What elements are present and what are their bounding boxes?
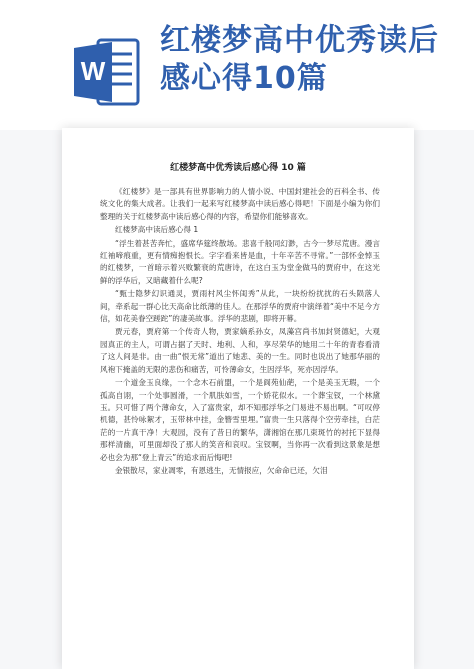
document-title: 红楼梦高中优秀读后感心得 10 篇 xyxy=(170,163,306,173)
section-heading: 红楼梦高中读后感心得 1 xyxy=(115,225,199,235)
banner-title: 红楼梦高中优秀读后感心得10篇 xyxy=(160,23,439,96)
body-paragraph: 一个道金玉良缘，一个念木石前盟，一个是阆苑仙葩，一个是美玉无瑕，一个孤高自诩，一个处事圆滑，一个肌肤如雪，一个娇花似水。一个葬宝钗，一个林黛玉。只可惜了两个薄命女，入了富贵家，却不知那浮华之门易进不易出啊。“可叹停机德，甚怜咏絮才，玉带林中挂，金簪雪里埋。”富贵一生只落得个空劳牵挂，白茫茫的一片真干净！大观园，没有了昔日的繁华，潇湘馆在那几束斑竹的衬托下显得那样清幽，可里面却没了那人的笑音和哀叹。宝钗啊，当你再一次看到这景象是想必也会为那“登上青云”的追求而后悔吧! xyxy=(100,378,380,462)
document-body xyxy=(100,186,380,478)
word-document-icon xyxy=(72,34,142,110)
banner xyxy=(0,0,474,130)
body-paragraph: 贾元春，贾府第一个传奇人物，贾家嫡系孙女，凤藻宫尚书加封贤德妃，大观园真正的主人，可谓占据了天时、地利、人和，享尽荣华的她用二十年的青春看清了这人间是非。由一曲“恨无常”道出了她悲、美的一生。同时也说出了她那华丽的风袍下掩盖的无限的悲伤和痛苦，可怜薄命女，生因浮华，死亦因浮华。 xyxy=(100,327,380,374)
body-paragraph: “甄士隐梦幻识通灵，贾雨村风尘怀闺秀”从此，一块纷纷扰扰的石头陨落人间，牵系起一群心比天高命比纸薄的佳人。在那浮华的贾府中演绎着“美中不足今方信，如花美眷空蹉跎”的凄美故事。浮华的悲剧，即将开幕。 xyxy=(100,289,380,324)
intro-paragraph: 《红楼梦》是一部具有世界影响力的人情小说、中国封建社会的百科全书、传统文化的集大成者。让我们一起来写红楼梦高中读后感心得吧！下面是小编为你们整理的关于红楼梦高中读后感心得的内容，希望你们能够喜欢。 xyxy=(100,187,380,221)
body-paragraph: 金银散尽，家业凋零，有恩逃生，无情报应，欠命命已还，欠泪 xyxy=(115,465,328,475)
word-icon-letter: W xyxy=(80,56,106,86)
document-page xyxy=(62,128,414,669)
body-paragraph: “浮生着甚苦奔忙，盛席华筵终散场。悲喜千般同幻渺，古今一梦尽荒唐。漫言红袖啼痕重，更有情痴抱恨长。字字看来皆是血，十年辛苦不寻常。”一部怀金悼玉的红楼梦，一首暗示着兴败繁衰的荒唐诗，在这白玉为堂金做马的贾府中，在这光鲜的浮华后，又暗藏着什么呢? xyxy=(100,238,380,285)
